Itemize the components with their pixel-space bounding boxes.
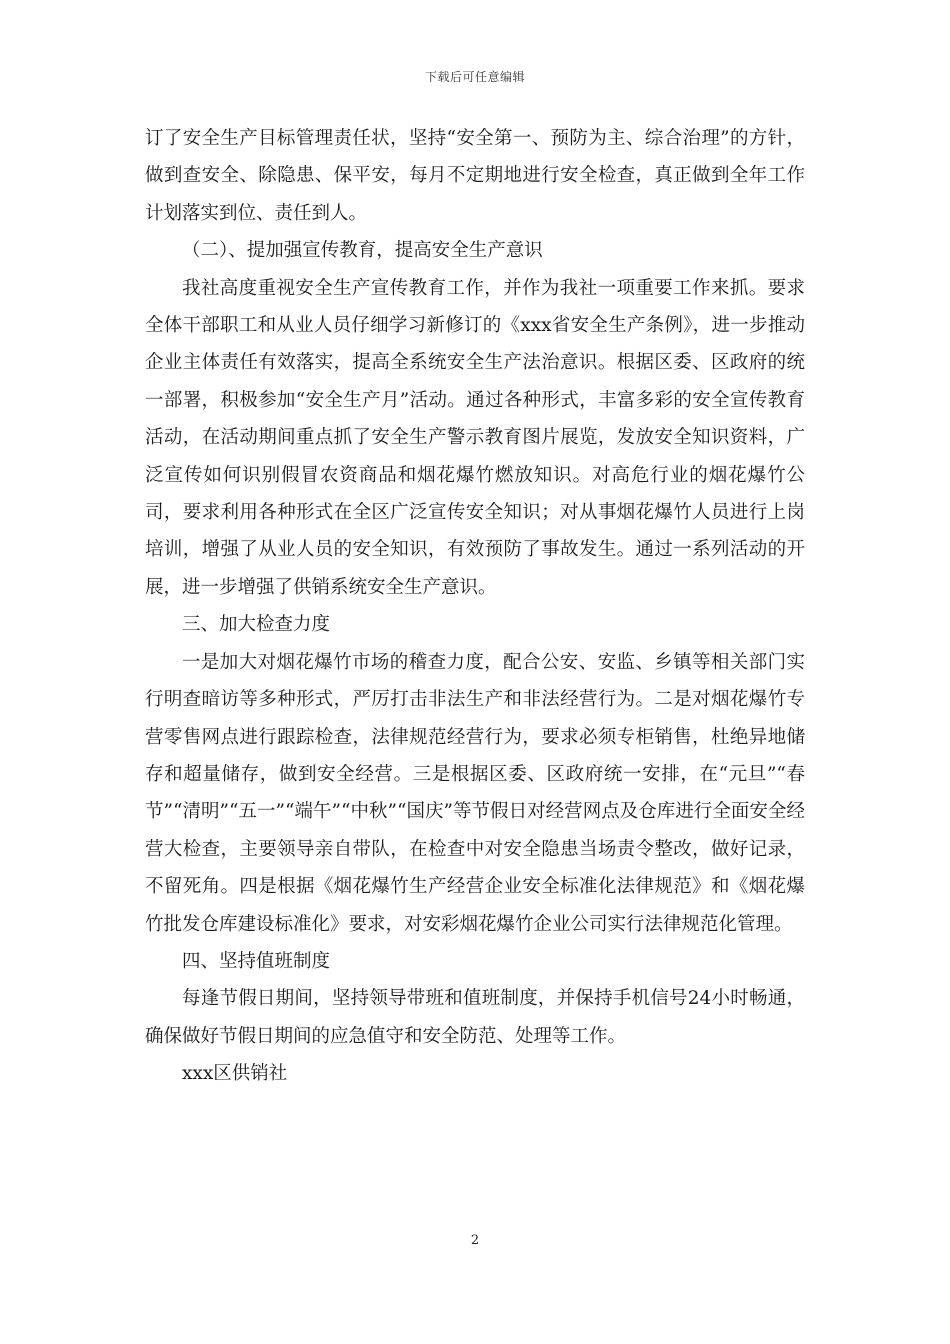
paragraph-duty: 每逢节假日期间，坚持领导带班和值班制度，并保持手机信号24小时畅通，确保做好节假日期间的应急值守和安全防范、处理等工作。	[145, 988, 805, 1047]
paragraph-continuation: 订了安全生产目标管理责任状，坚持“安全第一、预防为主、综合治理”的方针，做到查安全、除隐患、保平安，每月不定期地进行安全检查，真正做到全年工作计划落实到位、责任到人。	[145, 128, 805, 224]
section-heading-inspection: 三、加大检查力度	[182, 614, 331, 636]
section-heading-duty: 四、坚持值班制度	[182, 950, 331, 972]
page-number: 2	[470, 1233, 480, 1248]
section-heading-publicity: （二）、提加强宣传教育，提高安全生产意识	[182, 240, 543, 262]
signature-organization: xxx区供销社	[182, 1063, 288, 1085]
page-header-note: 下载后可任意编辑	[424, 70, 525, 84]
paragraph-publicity: 我社高度重视安全生产宣传教育工作，并作为我社一项重要工作来抓。要求全体干部职工和从业人员仔细学习新修订的《xxx省安全生产条例》，进一步推动企业主体责任有效落实，提高全系统安全生产法治意识。根据区委、区政府的统一部署，积极参加“安全生产月”活动。通过各种形式，丰富多彩的安全宣传教育活动，在活动期间重点抓了安全生产警示教育图片展览，发放安全知识资料，广泛宣传如何识别假冒农资商品和烟花爆竹燃放知识。对高危行业的烟花爆竹公司，要求利用各种形式在全区广泛宣传安全知识；对从事烟花爆竹人员进行上岗培训，增强了从业人员的安全知识，有效预防了事故发生。通过一系列活动的开展，进一步增强了供销系统安全生产意识。	[145, 277, 805, 598]
paragraph-inspection: 一是加大对烟花爆竹市场的稽查力度，配合公安、安监、乡镇等相关部门实行明查暗访等多种形式，严厉打击非法生产和非法经营行为。二是对烟花爆竹专营零售网点进行跟踪检查，法律规范经营行为，要求必须专柜销售，杜绝异地储存和超量储存，做到安全经营。三是根据区委、区政府统一安排，在“元旦”“春节”“清明”“五一”“端午”“中秋”“国庆”等节假日对经营网点及仓库进行全面安全经营大检查，主要领导亲自带队，在检查中对安全隐患当场责令整改，做好记录，不留死角。四是根据《烟花爆竹生产经营企业安全标准化法律规范》和《烟花爆竹批发仓库建设标准化》要求，对安彩烟花爆竹企业公司实行法律规范化管理。	[145, 651, 805, 935]
document-body	[145, 120, 805, 1093]
